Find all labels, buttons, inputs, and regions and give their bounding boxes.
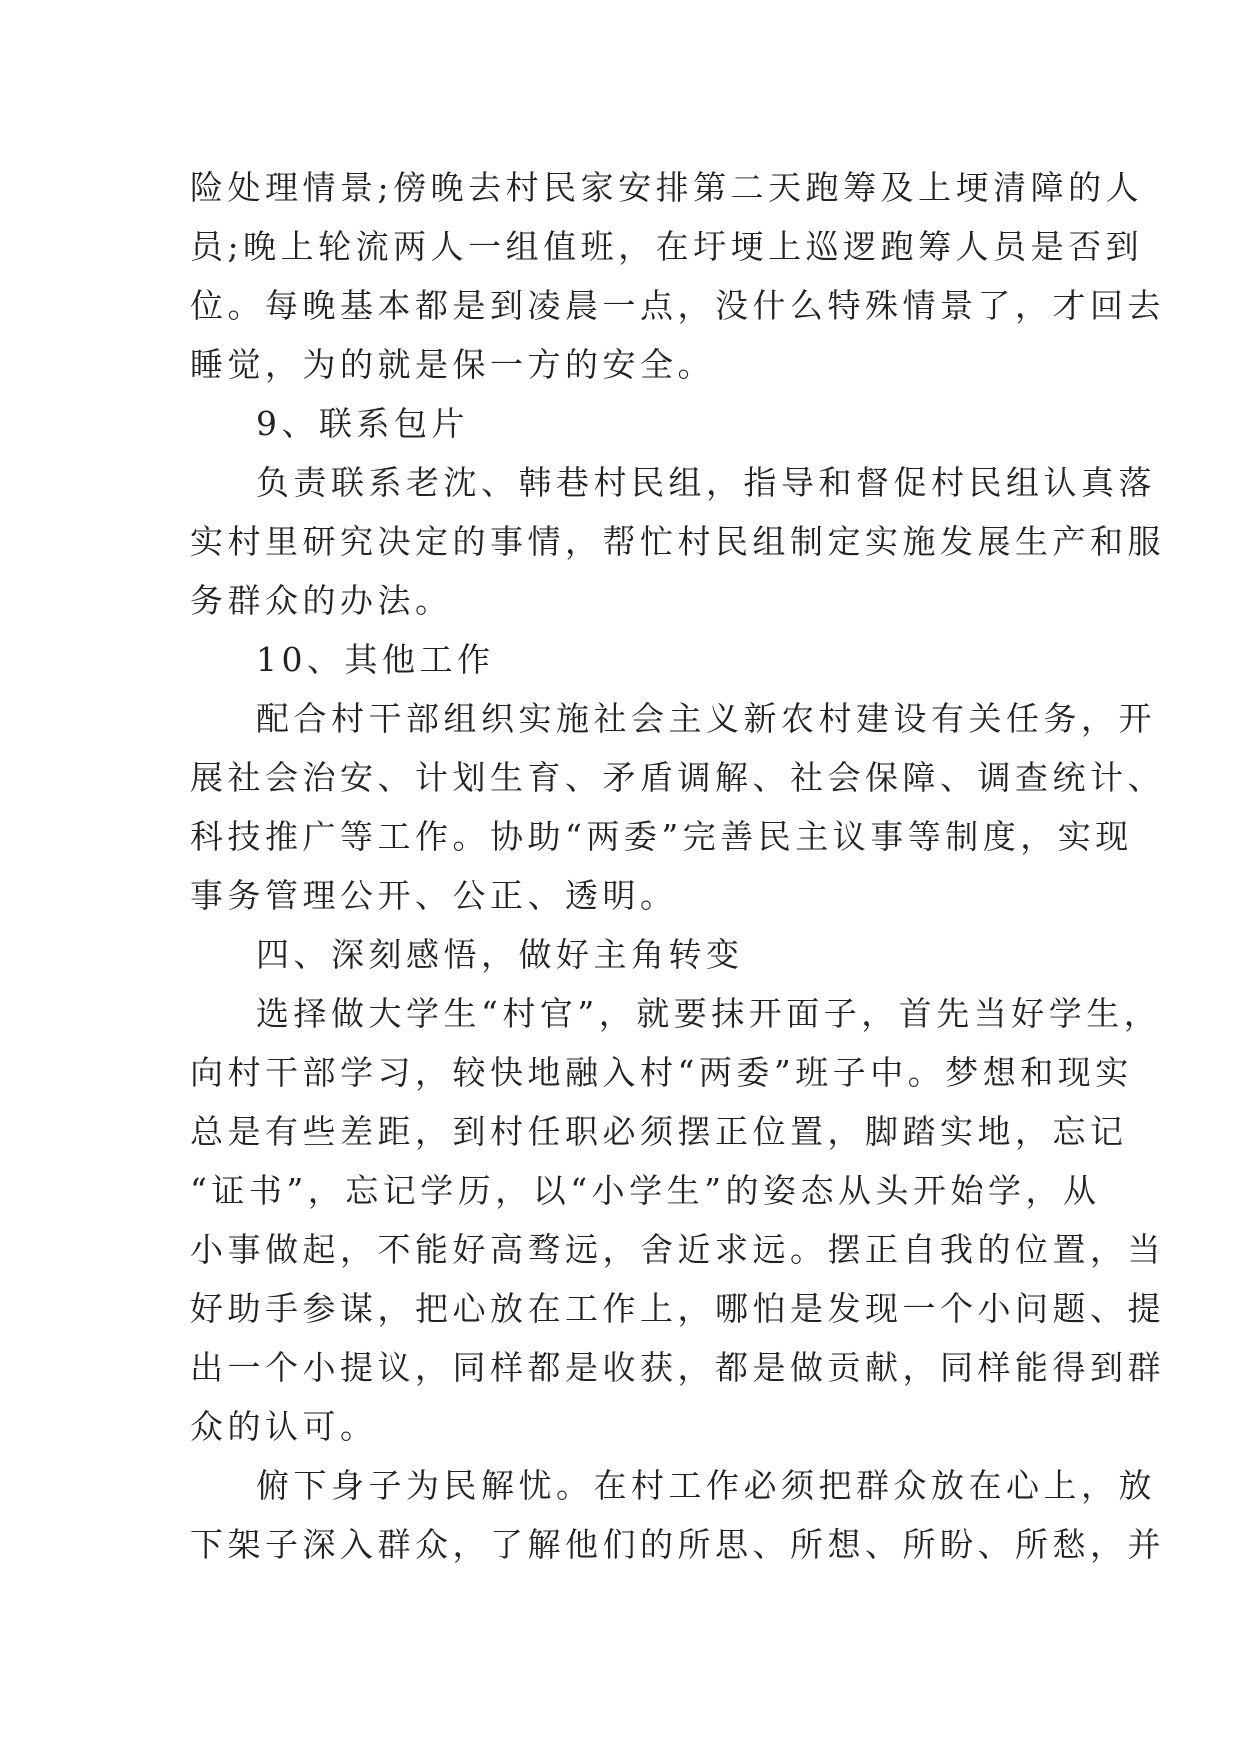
text-line: 实村里研究决定的事情，帮忙村民组制定实施发展生产和服 xyxy=(190,522,1165,561)
text-line: 配合村干部组织实施社会主义新农村建设有关任务，开 xyxy=(256,699,1156,738)
text-line: 科技推广等工作。协助“两委”完善民主议事等制度，实现 xyxy=(190,817,1133,856)
text-line: 选择做大学生“村官”，就要抹开面子，首先当好学生， xyxy=(256,994,1162,1033)
text-line: 位。每晚基本都是到凌晨一点，没什么特殊情景了，才回去 xyxy=(190,286,1165,325)
body-text xyxy=(190,158,1165,1574)
text-line: 展社会治安、计划生育、矛盾调解、社会保障、调查统计、 xyxy=(190,758,1165,797)
text-line: 出一个小提议，同样都是收获，都是做贡献，同样能得到群 xyxy=(190,1348,1165,1387)
text-line: 员;晚上轮流两人一组值班，在圩埂上巡逻跑筹人员是否到 xyxy=(190,227,1144,266)
text-line: 9、联系包片 xyxy=(256,404,469,443)
text-line: 事务管理公开、公正、透明。 xyxy=(190,876,678,915)
text-line: 总是有些差距，到村任职必须摆正位置，脚踏实地，忘记 xyxy=(190,1112,1128,1151)
text-line: 险处理情景;傍晚去村民家安排第二天跑筹及上埂清障的人 xyxy=(190,168,1144,207)
text-line: “证书”，忘记学历，以“小学生”的姿态从头开始学，从 xyxy=(190,1171,1101,1210)
text-line: 下架子深入群众，了解他们的所思、所想、所盼、所愁，并 xyxy=(190,1525,1165,1564)
text-line: 好助手参谋，把心放在工作上，哪怕是发现一个小问题、提 xyxy=(190,1289,1165,1328)
text-line: 负责联系老沈、韩巷村民组，指导和督促村民组认真落 xyxy=(256,463,1156,502)
text-line: 睡觉，为的就是保一方的安全。 xyxy=(190,345,715,384)
text-line: 小事做起，不能好高骛远，舍近求远。摆正自我的位置，当 xyxy=(190,1230,1165,1269)
text-line: 四、深刻感悟，做好主角转变 xyxy=(256,935,744,974)
text-line: 10、其他工作 xyxy=(256,640,495,679)
text-line: 务群众的办法。 xyxy=(190,581,453,620)
text-line: 向村干部学习，较快地融入村“两委”班子中。梦想和现实 xyxy=(190,1053,1133,1092)
text-line: 众的认可。 xyxy=(190,1407,378,1446)
text-line: 俯下身子为民解忧。在村工作必须把群众放在心上，放 xyxy=(256,1466,1156,1505)
